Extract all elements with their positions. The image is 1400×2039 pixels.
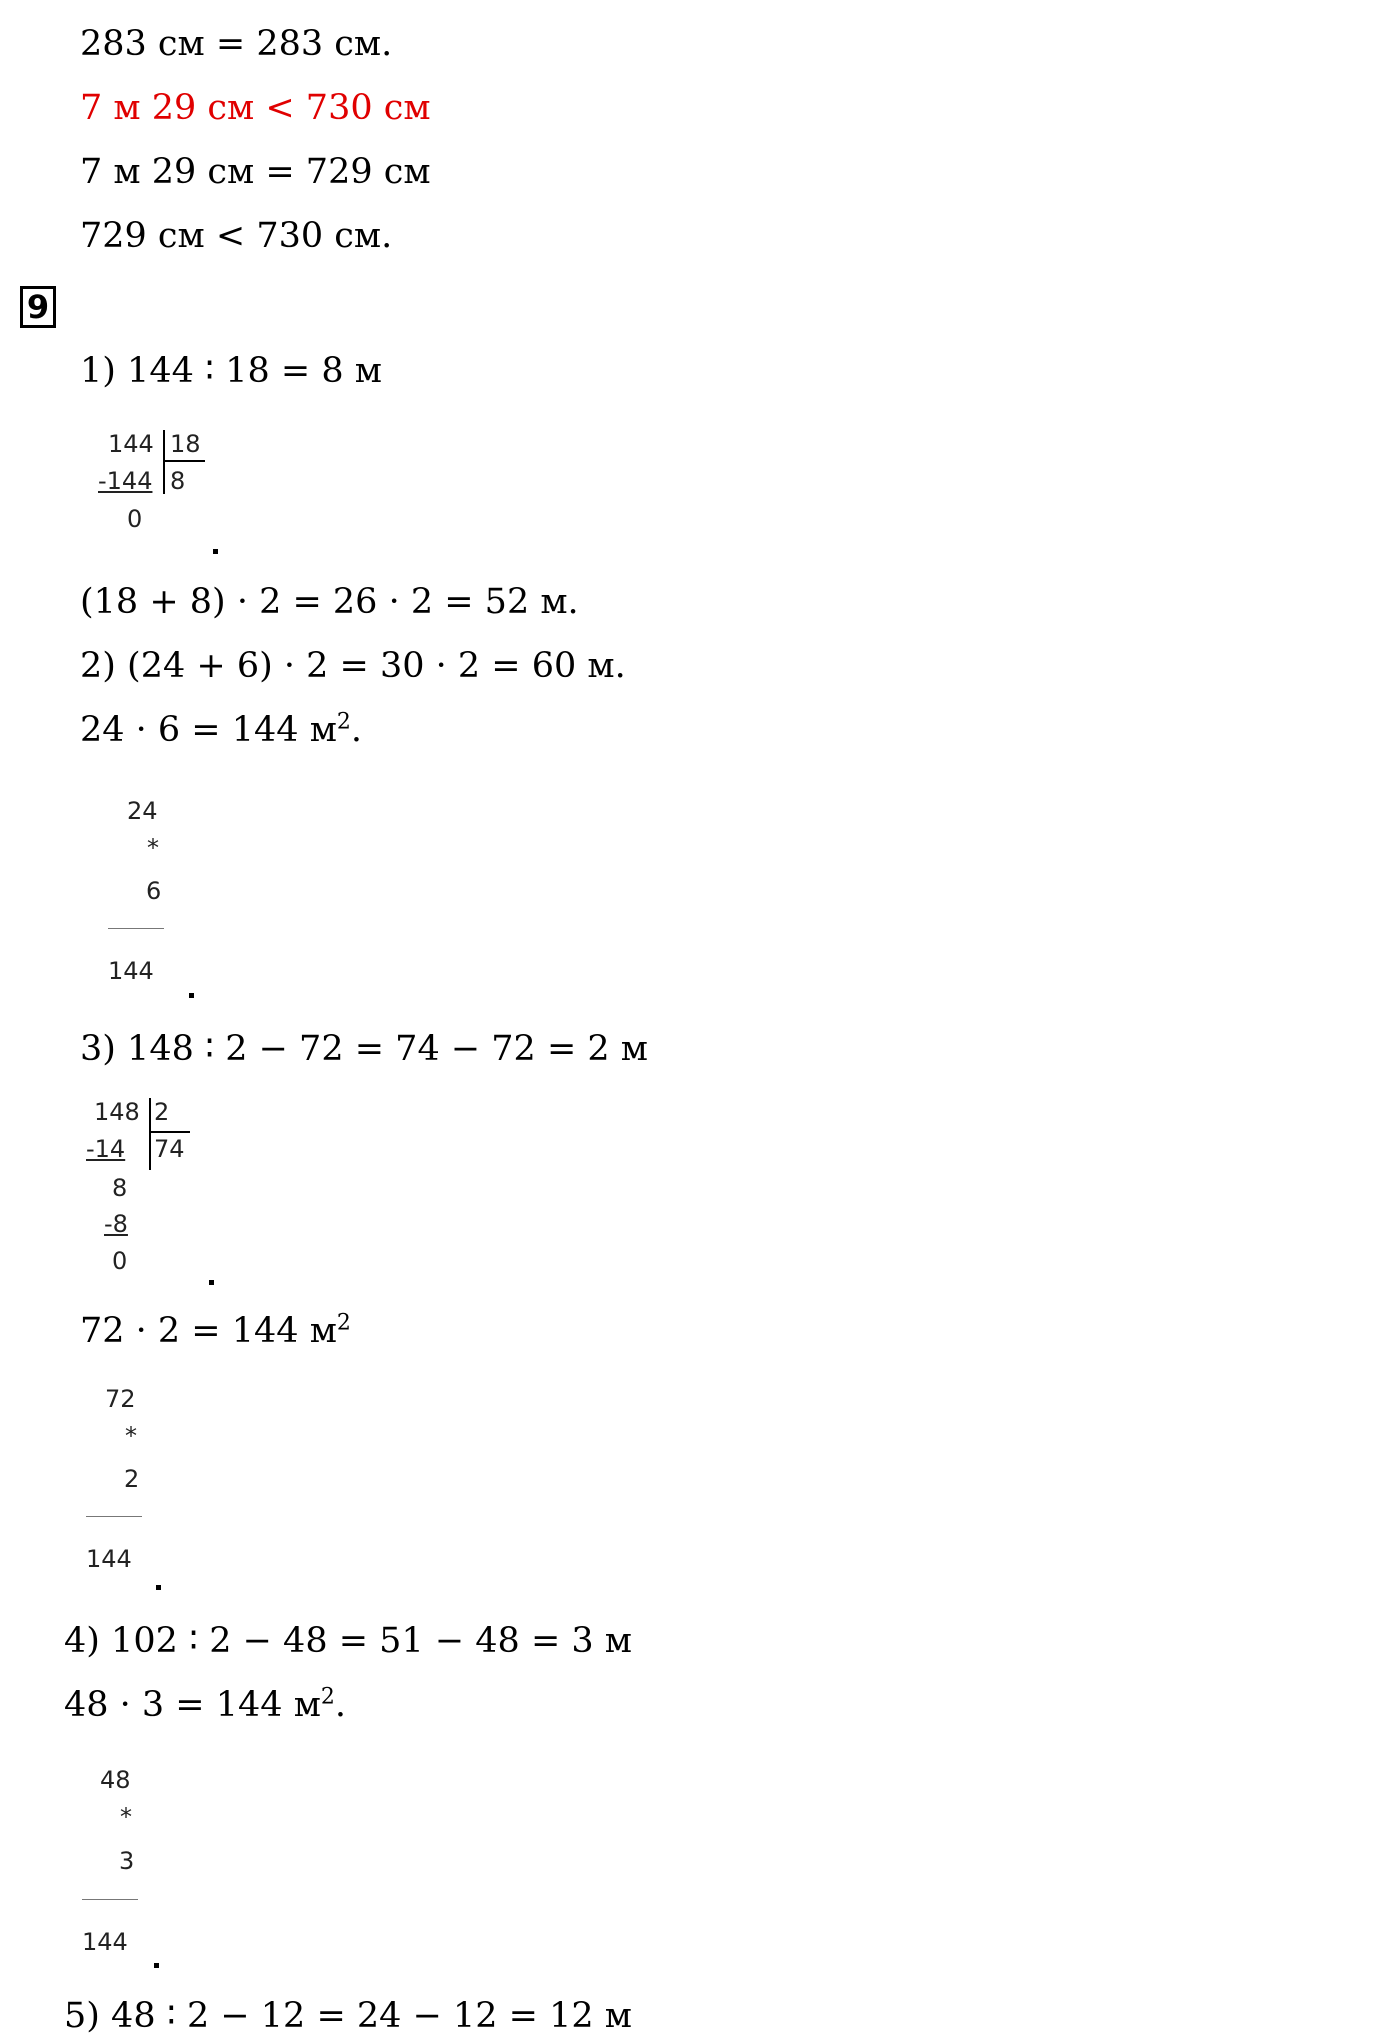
division-2-quotient: 74 xyxy=(154,1135,185,1163)
mult-1-result: 144 xyxy=(108,957,154,985)
area-line-1 xyxy=(80,710,362,750)
mult-3-result-line xyxy=(82,1899,138,1900)
division-2-subtract-1: -14 xyxy=(86,1135,126,1163)
area-line-1-superscript: 2 xyxy=(336,709,351,735)
division-1-divisor-underline xyxy=(165,460,205,462)
text-line-4: 729 см < 730 см. xyxy=(80,216,393,256)
division-2-remainder: 0 xyxy=(112,1247,128,1275)
text-line-3: 7 м 29 см = 729 см xyxy=(80,152,431,192)
division-2-dividend: 148 xyxy=(94,1098,140,1126)
mult-3-period xyxy=(154,1963,159,1968)
division-2-divisor: 2 xyxy=(154,1098,170,1126)
step-5-line: 5) 48 ∶ 2 − 12 = 24 − 12 = 12 м xyxy=(64,1996,633,2036)
division-2-mid: 8 xyxy=(112,1174,128,1202)
mult-3-factor-b: 3 xyxy=(119,1847,135,1875)
mult-1-operator: * xyxy=(147,834,159,862)
mult-2-period xyxy=(156,1585,161,1590)
mult-2-factor-a: 72 xyxy=(105,1385,136,1413)
area-line-1-tail: . xyxy=(350,710,363,750)
division-1-subtract: -144 xyxy=(98,467,153,495)
area-line-2-base: 72 · 2 = 144 м xyxy=(80,1311,337,1351)
text-line-1: 283 см = 283 см. xyxy=(80,24,393,64)
mult-2-factor-b: 2 xyxy=(124,1465,140,1493)
division-2-period xyxy=(209,1280,214,1285)
area-line-3-base: 48 · 3 = 144 м xyxy=(64,1685,321,1725)
division-1-divisor: 18 xyxy=(170,430,201,458)
division-1-remainder: 0 xyxy=(127,505,143,533)
division-1-quotient: 8 xyxy=(170,467,186,495)
step-1-line: 1) 144 ∶ 18 = 8 м xyxy=(80,351,382,391)
mult-1-period xyxy=(189,993,194,998)
area-line-1-base: 24 · 6 = 144 м xyxy=(80,710,337,750)
area-line-2 xyxy=(80,1311,351,1351)
division-2-vertical-bar xyxy=(149,1098,151,1170)
mult-2-result: 144 xyxy=(86,1545,132,1573)
step-4-line: 4) 102 ∶ 2 − 48 = 51 − 48 = 3 м xyxy=(64,1621,633,1661)
mult-3-factor-a: 48 xyxy=(100,1766,131,1794)
step-2-line: 2) (24 + 6) · 2 = 30 · 2 = 60 м. xyxy=(80,646,626,686)
area-line-3 xyxy=(64,1685,346,1725)
area-line-2-superscript: 2 xyxy=(336,1310,351,1336)
division-2-subtract-2: -8 xyxy=(104,1210,128,1238)
mult-2-result-line xyxy=(86,1516,142,1517)
mult-1-factor-b: 6 xyxy=(146,877,162,905)
text-line-2-red: 7 м 29 см < 730 см xyxy=(80,88,431,128)
step-3-line: 3) 148 ∶ 2 − 72 = 74 − 72 = 2 м xyxy=(80,1029,649,1069)
division-1-dividend: 144 xyxy=(108,430,154,458)
mult-1-factor-a: 24 xyxy=(127,797,158,825)
task-number-box: 9 xyxy=(20,286,56,328)
division-1-period xyxy=(213,549,218,554)
perimeter-line-1: (18 + 8) · 2 = 26 · 2 = 52 м. xyxy=(80,582,579,622)
mult-3-operator: * xyxy=(120,1803,132,1831)
mult-3-result: 144 xyxy=(82,1928,128,1956)
division-1-vertical-bar xyxy=(163,430,165,494)
mult-2-operator: * xyxy=(125,1422,137,1450)
division-2-divisor-underline xyxy=(150,1131,190,1133)
mult-1-result-line xyxy=(108,928,164,929)
area-line-3-superscript: 2 xyxy=(320,1684,335,1710)
area-line-3-tail: . xyxy=(334,1685,347,1725)
